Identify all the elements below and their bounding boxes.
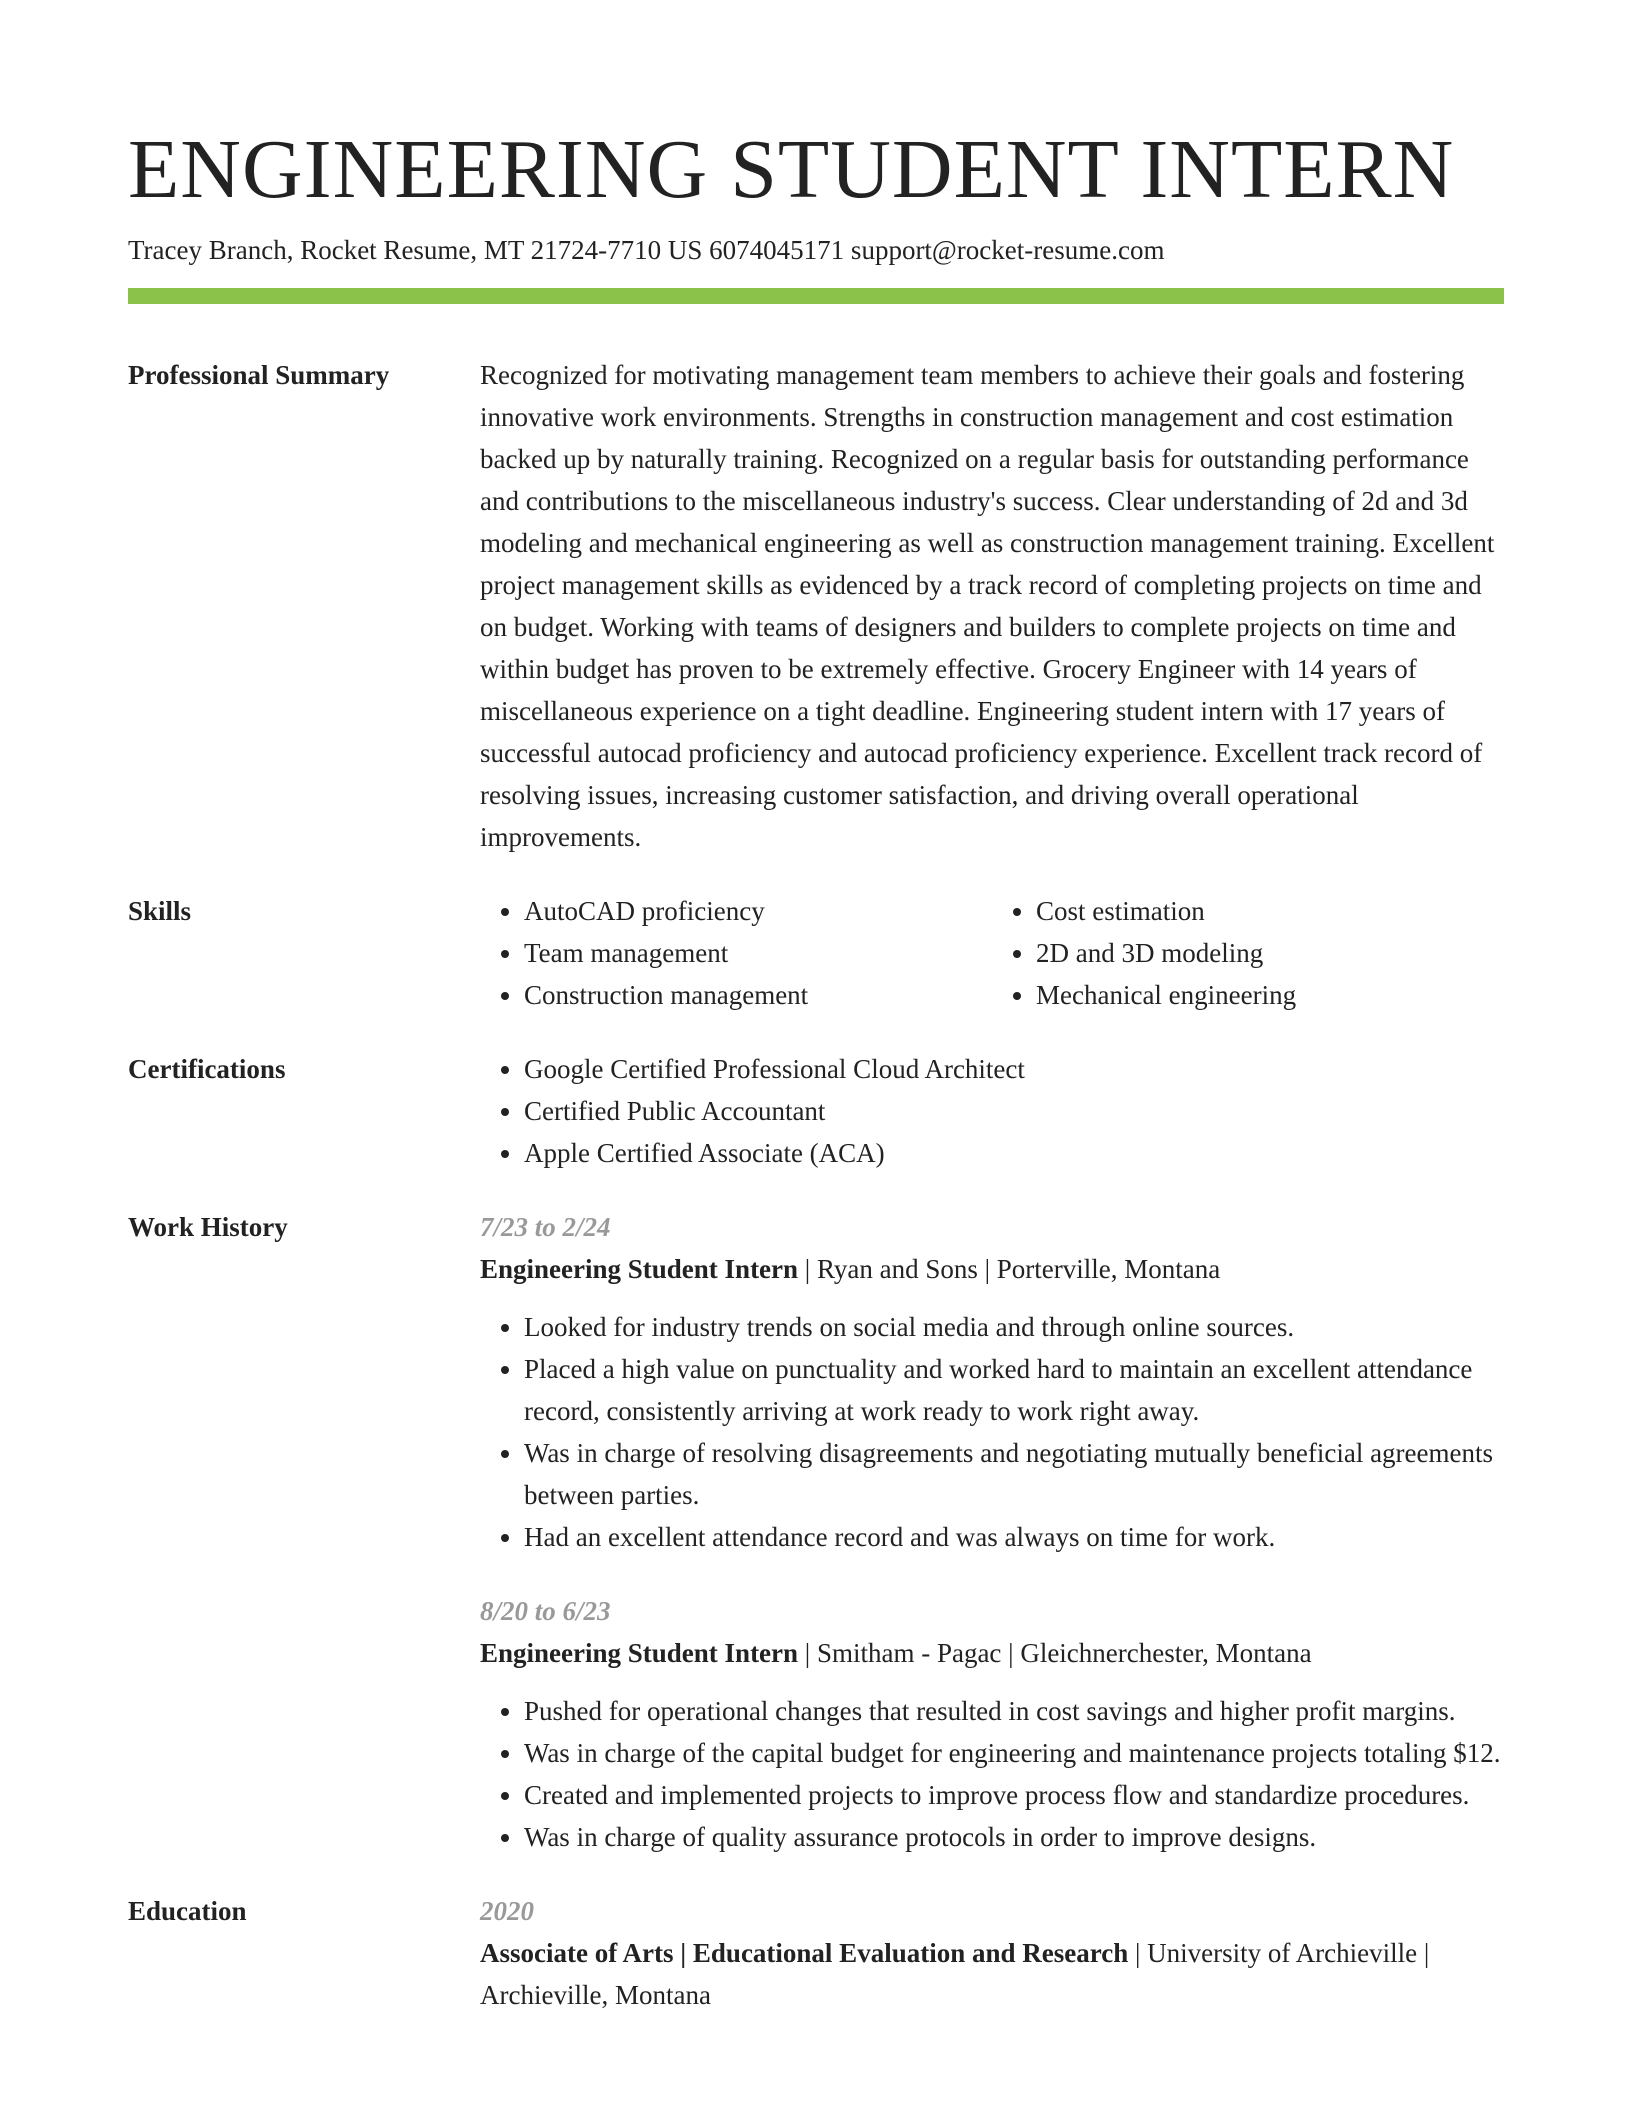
job-bullets <box>480 1690 1504 1858</box>
skills-section <box>128 890 1504 1016</box>
section-label-education: Education <box>128 1896 247 1926</box>
section-label-work-history: Work History <box>128 1212 288 1242</box>
job-employer-location: | Ryan and Sons | Porterville, Montana <box>798 1254 1221 1284</box>
job-bullet: • Was in charge of quality assurance protocols in order to improve designs. <box>524 1816 1504 1858</box>
job-heading <box>480 1248 1504 1290</box>
certifications-body <box>480 1048 1504 1174</box>
education-school: | University of Archieville | Archieville, Montana <box>480 1938 1430 2010</box>
job-bullet: • Had an excellent attendance record and was always on time for work. <box>524 1516 1504 1558</box>
job-title: Engineering Student Intern <box>480 1254 799 1284</box>
job-dates: 7/23 to 2/24 <box>480 1212 611 1242</box>
certification-item: • Google Certified Professional Cloud Architect <box>524 1048 1504 1090</box>
job-bullet: • Pushed for operational changes that resulted in cost savings and higher profit margins. <box>524 1690 1504 1732</box>
job-bullet: • Created and implemented projects to improve process flow and standardize procedures. <box>524 1774 1504 1816</box>
education-year: 2020 <box>480 1896 534 1926</box>
job-title: Engineering Student Intern <box>480 1638 799 1668</box>
job-bullet: • Looked for industry trends on social media and through online sources. <box>524 1306 1504 1348</box>
resume-page <box>128 120 1504 2016</box>
skills-list-left <box>480 890 992 1016</box>
education-section <box>128 1890 1504 2016</box>
skill-item: • AutoCAD proficiency <box>524 890 992 932</box>
certifications-list <box>480 1048 1504 1174</box>
work-history-body <box>480 1206 1504 1858</box>
section-label-summary: Professional Summary <box>128 360 390 390</box>
job-employer-location: | Smitham - Pagac | Gleichnerchester, Montana <box>798 1638 1312 1668</box>
section-label-certifications: Certifications <box>128 1054 286 1084</box>
certification-item: • Certified Public Accountant <box>524 1090 1504 1132</box>
section-label-skills: Skills <box>128 896 192 926</box>
job-dates: 8/20 to 6/23 <box>480 1596 611 1626</box>
skill-item: • Construction management <box>524 974 992 1016</box>
certifications-section <box>128 1048 1504 1174</box>
education-degree: Associate of Arts | Educational Evaluation and Research <box>480 1938 1129 1968</box>
work-history-section <box>128 1206 1504 1858</box>
skill-item: • Mechanical engineering <box>1036 974 1504 1016</box>
skill-item: • 2D and 3D modeling <box>1036 932 1504 974</box>
job-bullets <box>480 1306 1504 1558</box>
summary-text: Recognized for motivating management team members to achieve their goals and fostering innovative work environments. Strengths in construction management and cost estimation backed up by naturally training. Recognized on a regular basis for outstanding performance and contributions to the miscellaneous industry's success. Clear understanding of 2d and 3d modeling and mechanical engineering as well as construction management training. Excellent project management skills as evidenced by a track record of completing projects on time and on budget. Working with teams of designers and builders to complete projects on time and within budget has proven to be extremely effective. Grocery Engineer with 14 years of miscellaneous experience on a tight deadline. Engineering student intern with 17 years of successful autocad proficiency and autocad proficiency experience. Excellent track record of resolving issues, increasing customer satisfaction, and driving overall operational improvements. <box>480 360 1495 852</box>
education-body <box>480 1890 1504 2016</box>
summary-body <box>480 354 1504 858</box>
skill-item: • Team management <box>524 932 992 974</box>
contact-line: Tracey Branch, Rocket Resume, MT 21724-7710 US 6074045171 support@rocket-resume.com <box>128 235 1165 265</box>
skills-body <box>480 890 1504 1016</box>
resume-title: ENGINEERING STUDENT INTERN <box>128 123 1455 216</box>
job-entry <box>480 1590 1504 1858</box>
job-entry <box>480 1206 1504 1558</box>
certification-item: • Apple Certified Associate (ACA) <box>524 1132 1504 1174</box>
job-bullet: • Was in charge of resolving disagreements and negotiating mutually beneficial agreements between parties. <box>524 1432 1504 1516</box>
summary-section <box>128 354 1504 858</box>
education-heading <box>480 1932 1504 2016</box>
job-heading <box>480 1632 1504 1674</box>
skills-list-right <box>992 890 1504 1016</box>
accent-divider <box>128 288 1504 304</box>
job-bullet: • Was in charge of the capital budget for engineering and maintenance projects totaling $12. <box>524 1732 1504 1774</box>
job-bullet: • Placed a high value on punctuality and worked hard to maintain an excellent attendance record, consistently arriving at work ready to work right away. <box>524 1348 1504 1432</box>
skill-item: • Cost estimation <box>1036 890 1504 932</box>
